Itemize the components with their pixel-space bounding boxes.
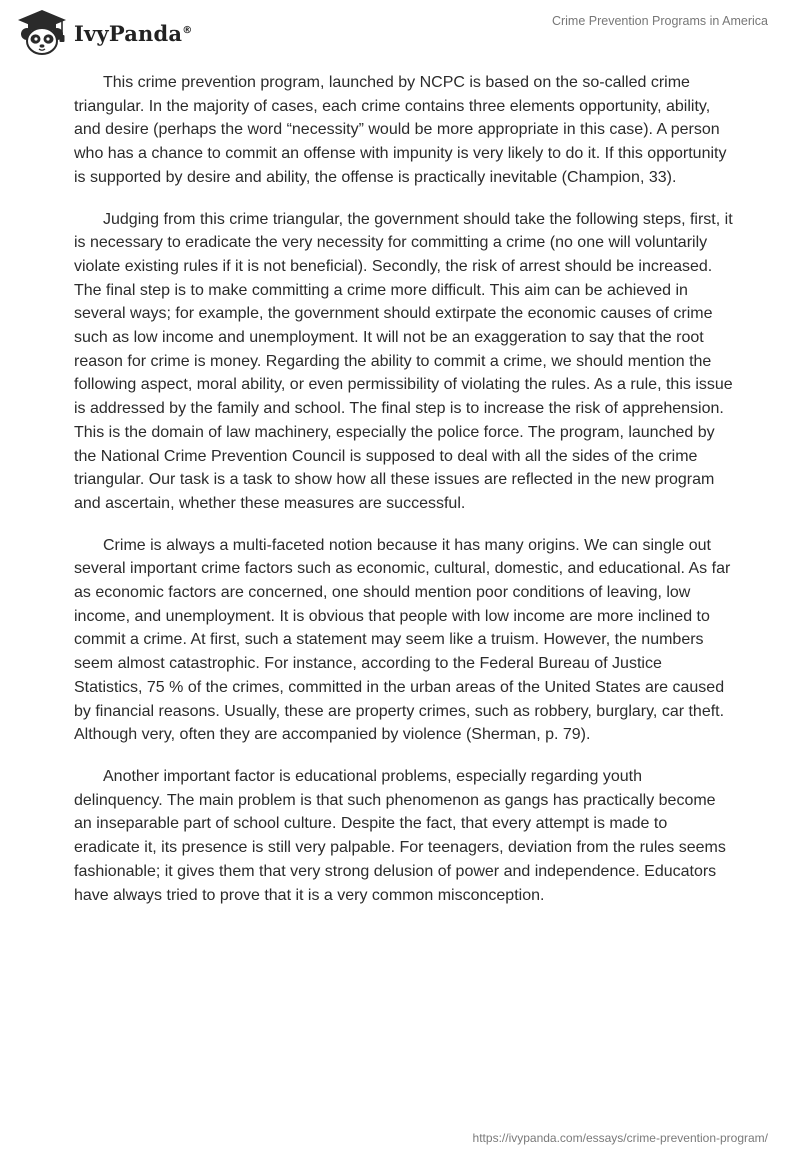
page-header (0, 0, 800, 60)
paragraph-2: Judging from this crime triangular, the government should take the following steps, first, it is necessary to eradicate the very necessity for committing a crime (no one will voluntarily violate existing rules if it is not beneficial). Secondly, the risk of arrest should be increased. The final step is to make committing a crime more difficult. This aim can be achieved in several ways; for example, the government should extirpate the economic causes of crime such as low income and unemployment. It will not be an exaggeration to say that the root reason for crime is money. Regarding the ability to commit a crime, we should mention the following aspect, moral ability, or even permissibility of violating the rules. As a rule, this issue is addressed by the family and school. The final step is to increase the risk of apprehension. This is the domain of law machinery, especially the police force. The program, launched by the National Crime Prevention Council is supposed to deal with all the sides of the crime triangular. Our task is a task to show how all these issues are reflected in the new program and ascertain, whether these measures are successful. (74, 210, 733, 512)
brand-logo[interactable] (14, 6, 192, 56)
document-title: Crime Prevention Programs in America (551, 14, 768, 28)
paragraph-1: This crime prevention program, launched by NCPC is based on the so-called crime triangular. In the majority of cases, each crime contains three elements opportunity, ability, and desire (perhaps the word “necessity” would be more appropriate in this case). A person who has a chance to commit an offense with impunity is very likely to do it. If this opportunity is supported by desire and ability, the offense is practically inevitable (Champion, 33). (74, 74, 727, 186)
paragraph-4: Another important factor is educational problems, especially regarding youth delinquency. The main problem is that such phenomenon as gangs has practically become an inseparable part of school culture. Despite the fact, that every attempt is made to eradicate it, its presence is still very palpable. For teenagers, deviation from the rules seems fashionable; it gives them that very strong delusion of power and independence. Educators have always tried to prove that it is a very common misconception. (74, 767, 726, 904)
registered-mark: ® (182, 24, 193, 36)
paragraph-3: Crime is always a multi-faceted notion because it has many origins. We can single out several important crime factors such as economic, cultural, domestic, and educational. As far as economic factors are concerned, one should mention poor conditions of leaving, low income, and unemployment. It is obvious that people with low income are more inclined to commit a crime. At first, such a statement may seem like a truism. However, the numbers seem almost catastrophic. For instance, according to the Federal Bureau of Justice Statistics, 75 % of the crimes, committed in the urban areas of the United States are caused by financial reasons. Usually, these are property crimes, such as robbery, burglary, car theft. Although very, often they are accompanied by violence (Sherman, p. 79). (74, 536, 731, 744)
panda-graduate-icon (14, 6, 70, 56)
essay-body (74, 71, 734, 925)
brand-name: IvyPanda® (74, 20, 193, 46)
source-url-link[interactable]: https://ivypanda.com/essays/crime-prevention-program/ (472, 1131, 768, 1145)
